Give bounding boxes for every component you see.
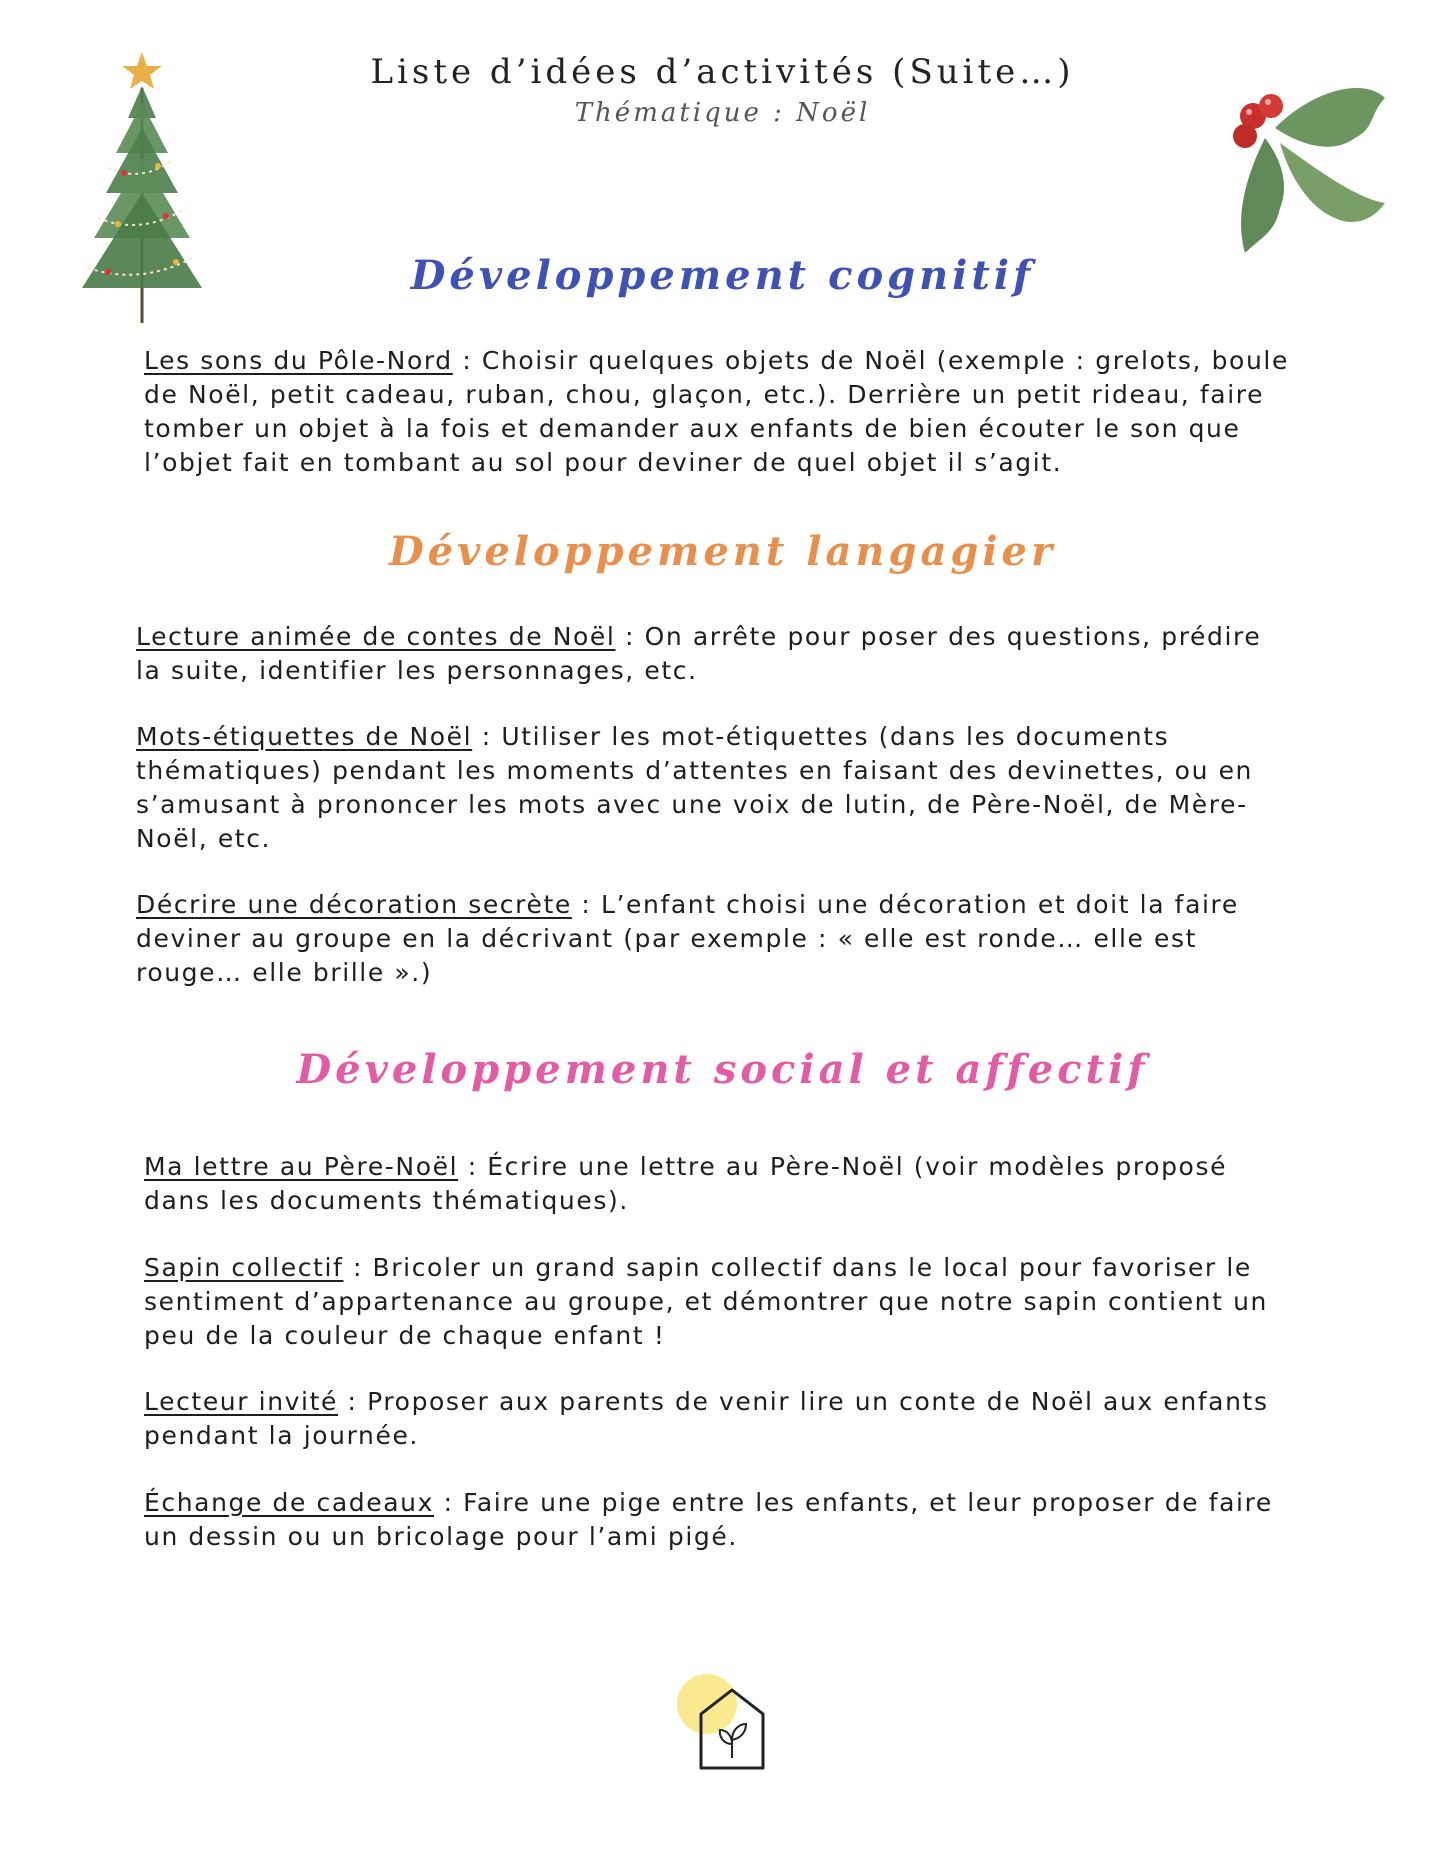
- activity-name: Lecteur invité: [144, 1387, 338, 1416]
- activity-separator: :: [615, 622, 645, 651]
- section-heading-social: Développement social et affectif: [296, 1046, 1149, 1093]
- activity-separator: :: [458, 1152, 488, 1181]
- house-sprout-logo: [665, 1666, 785, 1776]
- activity-separator: :: [343, 1253, 373, 1282]
- activity-sapin-collectif: [144, 1251, 1294, 1353]
- activity-text: On arrête pour poser des questions, prédire la suite, identifier les personnages, etc.: [136, 622, 1262, 685]
- activity-separator: :: [472, 722, 502, 751]
- activity-separator: :: [434, 1488, 464, 1517]
- activity-separator: :: [337, 1387, 368, 1416]
- activity-text: Bricoler un grand sapin collectif dans le local pour favoriser le sentiment d’appartenance au groupe, et démontrer que notre sapin contient un peu de la couleur de chaque enfant !: [144, 1253, 1268, 1350]
- activity-name: Sapin collectif: [144, 1253, 344, 1282]
- activity-separator: :: [452, 346, 482, 375]
- holly-illustration: [1205, 68, 1395, 258]
- activity-echange-cadeaux: [144, 1486, 1294, 1554]
- activity-sons-pole-nord: [144, 344, 1294, 480]
- activity-lecteur-invite: [144, 1385, 1294, 1453]
- activity-name: Échange de cadeaux: [144, 1488, 435, 1517]
- activity-name: Lecture animée de contes de Noël: [136, 622, 616, 651]
- page-subtitle: Thématique : Noël: [574, 98, 871, 128]
- activity-name: Mots-étiquettes de Noël: [136, 722, 473, 751]
- activity-text: Faire une pige entre les enfants, et leur proposer de faire un dessin ou un bricolage pour l’ami pigé.: [144, 1488, 1273, 1551]
- activity-decoration-secrete: [136, 888, 1286, 990]
- activity-separator: :: [571, 890, 601, 919]
- activity-lettre-pere-noel: [144, 1150, 1294, 1218]
- activity-text: Écrire une lettre au Père-Noël (voir modèles proposé dans les documents thématiques).: [144, 1152, 1228, 1215]
- activity-text: Utiliser les mot-étiquettes (dans les documents thématiques) pendant les moments d’attentes en faisant des devinettes, ou en s’amusant à prononcer les mots avec une voix de lutin, de Père-Noël, de Mère-Noël, etc.: [136, 722, 1253, 853]
- activity-name: Ma lettre au Père-Noël: [144, 1152, 459, 1181]
- activity-name: Les sons du Pôle-Nord: [144, 346, 453, 375]
- activity-mots-etiquettes: [136, 720, 1286, 856]
- activity-text: Proposer aux parents de venir lire un conte de Noël aux enfants pendant la journée.: [144, 1387, 1269, 1450]
- activity-text: L’enfant choisi une décoration et doit la faire deviner au groupe en la décrivant (par exemple : « elle est ronde… elle est rouge… elle brille ».): [136, 890, 1239, 987]
- section-heading-cognitif: Développement cognitif: [410, 252, 1035, 299]
- page-title: Liste d’idées d’activités (Suite…): [370, 52, 1075, 92]
- activity-text: Choisir quelques objets de Noël (exemple : grelots, boule de Noël, petit cadeau, ruban, chou, glaçon, etc.). Derrière un petit rideau, faire tomber un objet à la fois et demander aux enfants de bien écouter le son que l’objet fait en tombant au sol pour deviner de quel objet il s’agit.: [144, 346, 1289, 477]
- section-heading-langagier: Développement langagier: [388, 528, 1057, 575]
- activity-lecture-animee: [136, 620, 1286, 688]
- activity-name: Décrire une décoration secrète: [136, 890, 572, 919]
